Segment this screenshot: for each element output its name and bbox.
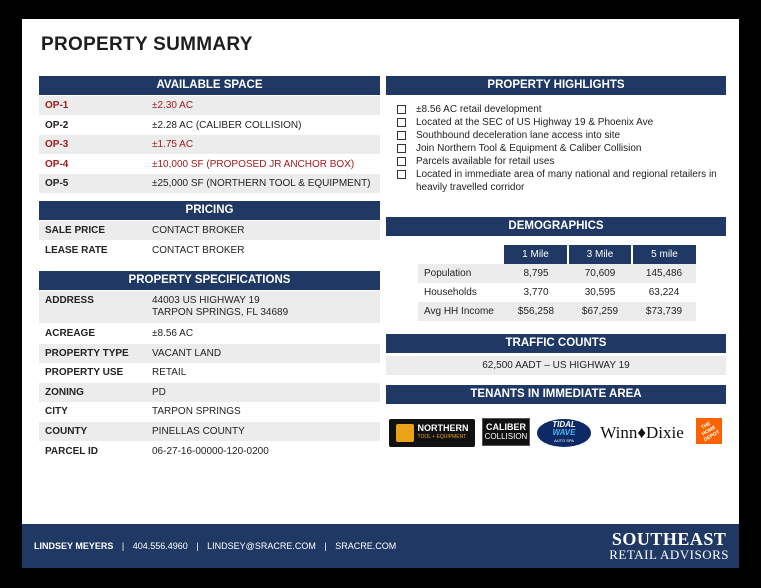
table-row xyxy=(39,422,380,441)
table-row xyxy=(418,264,696,283)
sale-price-label: SALE PRICE xyxy=(45,225,106,236)
spec-label: PARCEL ID xyxy=(45,445,98,457)
highlights-header: PROPERTY HIGHLIGHTS xyxy=(386,76,726,95)
table-cell: 70,609 xyxy=(568,264,632,283)
northern-tool-logo: NORTHERN TOOL + EQUIPMENT xyxy=(389,419,475,447)
col-1-mile: 1 Mile xyxy=(504,245,568,264)
spec-label: PROPERTY USE xyxy=(45,367,124,379)
contact-line: LINDSEY MEYERS | 404.556.4960 | LINDSEY@SRACRE.COM | SRACRE.COM xyxy=(34,541,397,551)
table-cell: $73,739 xyxy=(632,302,696,321)
table-row xyxy=(39,155,380,174)
brand-line-2: RETAIL ADVISORS xyxy=(609,547,729,562)
checkbox-icon xyxy=(397,118,406,127)
spec-value: TARPON SPRINGS xyxy=(152,406,241,418)
traffic-header: TRAFFIC COUNTS xyxy=(386,334,726,353)
address-row xyxy=(39,291,380,323)
space-label: OP-3 xyxy=(45,139,69,151)
page-title: PROPERTY SUMMARY xyxy=(41,34,253,55)
address-label: ADDRESS xyxy=(45,295,94,306)
sale-price-row xyxy=(39,221,380,240)
address-line-2: TARPON SPRINGS, FL 34689 xyxy=(152,307,289,318)
space-value: ±25,000 SF (NORTHERN TOOL & EQUIPMENT) xyxy=(152,178,371,190)
checkbox-icon xyxy=(397,144,406,153)
demographics-header: DEMOGRAPHICS xyxy=(386,217,726,236)
northern-tool-mark-icon xyxy=(396,424,414,442)
spec-label: ZONING xyxy=(45,386,84,398)
space-label: OP-1 xyxy=(45,100,69,111)
footer-bar xyxy=(22,524,739,568)
table-cell: 63,224 xyxy=(648,287,680,298)
checkbox-icon xyxy=(397,131,406,140)
home-depot-logo: THE HOME DEPOT xyxy=(696,418,722,444)
checkbox-icon xyxy=(397,157,406,166)
spec-label: CITY xyxy=(45,406,68,418)
tenants-header: TENANTS IN IMMEDIATE AREA xyxy=(386,385,726,404)
lease-rate-label: LEASE RATE xyxy=(45,245,108,256)
agent-email-link[interactable]: LINDSEY@SRACRE.COM xyxy=(207,541,316,551)
table-row xyxy=(39,344,380,363)
checkbox-icon xyxy=(397,170,406,179)
table-row xyxy=(39,96,380,115)
checkbox-icon xyxy=(397,105,406,114)
table-cell: $56,258 xyxy=(504,302,568,321)
table-row xyxy=(39,174,380,193)
space-label: OP-4 xyxy=(45,158,69,170)
col-3-mile: 3 Mile xyxy=(568,245,632,264)
website-link[interactable]: SRACRE.COM xyxy=(335,541,397,551)
spec-value: ±8.56 AC xyxy=(152,328,194,339)
list-item: Parcels available for retail uses xyxy=(392,155,732,168)
table-row xyxy=(39,116,380,135)
table-row xyxy=(418,302,696,321)
winn-dixie-logo: Winn♦Dixie xyxy=(600,423,684,442)
property-summary-page xyxy=(22,19,739,568)
table-row xyxy=(39,363,380,382)
space-label: OP-5 xyxy=(45,178,69,190)
spec-value: PINELLAS COUNTY xyxy=(152,426,245,437)
brand-line-1: SOUTHEAST xyxy=(611,529,727,549)
space-value: ±1.75 AC xyxy=(152,139,194,151)
traffic-count-value: 62,500 AADT – US HIGHWAY 19 xyxy=(386,356,726,375)
space-value: ±2.30 AC xyxy=(152,100,194,111)
table-cell: 3,770 xyxy=(523,287,549,298)
table-row xyxy=(39,383,380,402)
spec-value: RETAIL xyxy=(152,367,187,379)
table-row xyxy=(39,442,380,461)
list-item: Located at the SEC of US Highway 19 & Phoenix Ave xyxy=(392,116,732,129)
table-cell: $67,259 xyxy=(568,302,632,321)
space-value: ±10,000 SF (PROPOSED JR ANCHOR BOX) xyxy=(152,158,355,170)
table-cell: 30,595 xyxy=(584,287,616,298)
agent-phone: 404.556.4960 xyxy=(132,541,188,551)
tidal-wave-logo: TIDAL WAVE AUTO SPA xyxy=(537,419,591,447)
row-label: Households xyxy=(424,287,477,298)
available-space-header: AVAILABLE SPACE xyxy=(39,76,380,95)
space-value: ±2.28 AC (CALIBER COLLISION) xyxy=(152,119,302,131)
agent-name: LINDSEY MEYERS xyxy=(34,541,114,551)
list-item: Southbound deceleration lane access into site xyxy=(392,129,732,142)
table-row xyxy=(39,402,380,421)
spec-value: PD xyxy=(152,386,166,398)
highlights-list xyxy=(392,103,732,194)
row-label: Population xyxy=(418,264,504,283)
address-line-1: 44003 US HIGHWAY 19 xyxy=(152,295,260,306)
list-item: Join Northern Tool & Equipment & Caliber Collision xyxy=(392,142,732,155)
list-item: ±8.56 AC retail development xyxy=(392,103,732,116)
row-label: Avg HH Income xyxy=(418,302,504,321)
pricing-header: PRICING xyxy=(39,201,380,220)
specifications-header: PROPERTY SPECIFICATIONS xyxy=(39,271,380,290)
table-row xyxy=(418,283,696,302)
spec-value: 06-27-16-00000-120-0200 xyxy=(152,445,269,457)
table-cell: 8,795 xyxy=(504,264,568,283)
spec-label: ACREAGE xyxy=(45,328,96,339)
spec-label: PROPERTY TYPE xyxy=(45,347,129,359)
list-item: Located in immediate area of many national and regional retailers in heavily travelled corridor xyxy=(392,168,732,194)
table-cell: 145,486 xyxy=(632,264,696,283)
spec-label: COUNTY xyxy=(45,426,88,437)
spec-value: VACANT LAND xyxy=(152,347,222,359)
lease-rate-row xyxy=(39,241,380,260)
table-row xyxy=(39,324,380,343)
col-5-mile: 5 mile xyxy=(632,245,696,264)
caliber-collision-logo: CALIBER COLLISION xyxy=(482,418,530,446)
table-row xyxy=(39,135,380,154)
sale-price-value: CONTACT BROKER xyxy=(152,225,245,236)
company-logo xyxy=(609,531,729,563)
demographics-table xyxy=(418,245,696,321)
space-label: OP-2 xyxy=(45,119,69,131)
table-header-row xyxy=(418,245,696,264)
lease-rate-value: CONTACT BROKER xyxy=(152,245,245,256)
